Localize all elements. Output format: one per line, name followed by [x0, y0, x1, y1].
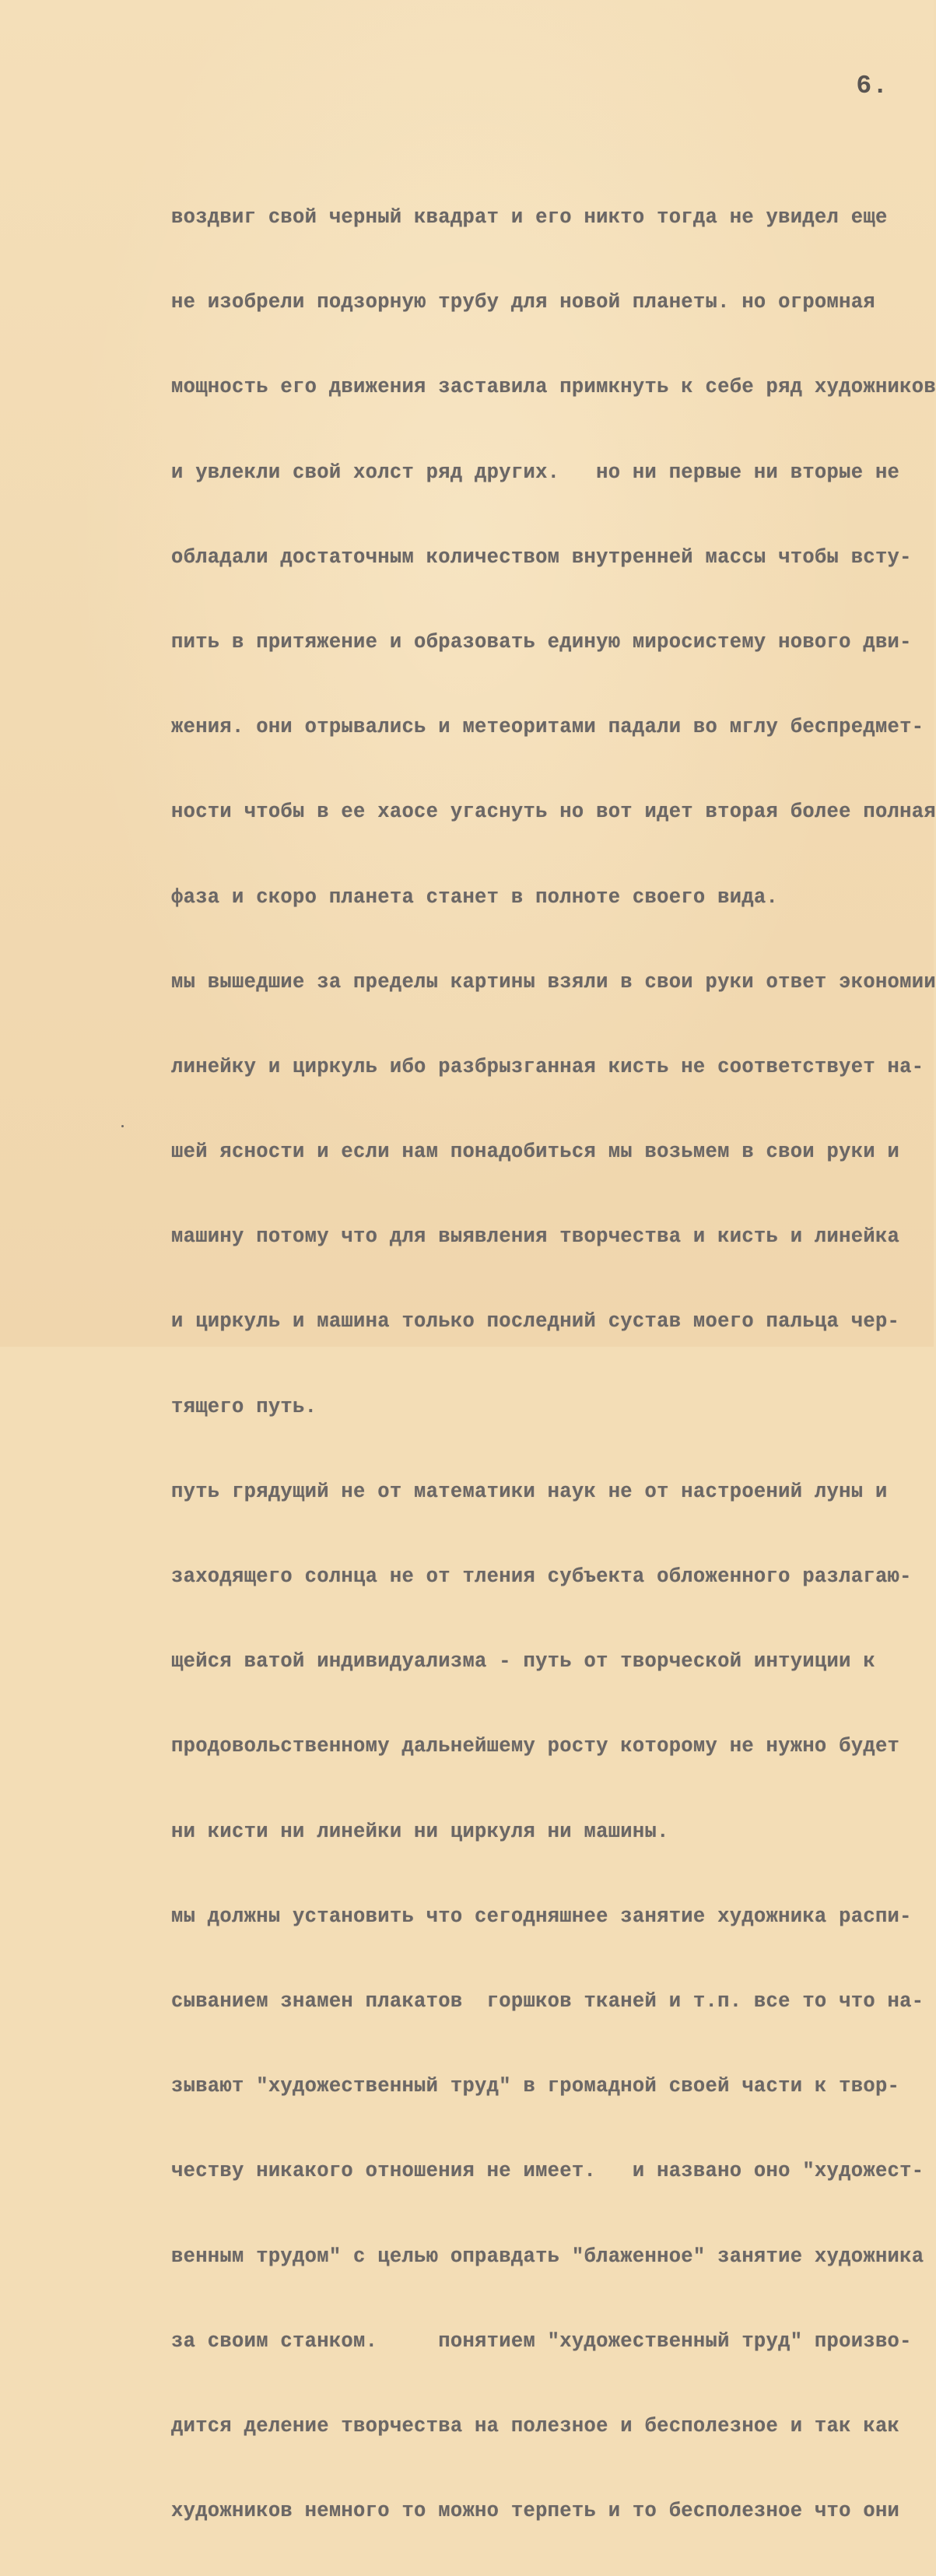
text-line: воздвиг свой черный квадрат и его никто тогда не увидел еще [171, 206, 888, 229]
text-line: честву никакого отношения не имеет. и названо оно "художест- [171, 2160, 924, 2183]
text-line: мы вышедшие за пределы картины взяли в свои руки ответ экономии [171, 970, 936, 994]
text-line: сыванием знамен плакатов горшков тканей и т.п. все то что на- [171, 1989, 924, 2013]
text-line: обладали достаточным количеством внутренней массы чтобы всту- [171, 545, 912, 569]
text-line: продовольственному дальнейшему росту которому не нужно будет [171, 1735, 900, 1758]
text-line: фаза и скоро планета станет в полноте своего вида. [171, 885, 779, 909]
text-line: зывают "художественный труд" в громадной своей части к твор- [171, 2075, 900, 2098]
text-line: пить в притяжение и образовать единую миросистему нового дви- [171, 630, 912, 654]
text-line: венным трудом" с целью оправдать "блаженное" занятие художника [171, 2245, 924, 2268]
text-line: художников немного то можно терпеть и то бесполезное что они [171, 2500, 900, 2523]
text-line: щейся ватой индивидуализма - путь от творческой интуиции к [171, 1650, 875, 1674]
text-line: и циркуль и машина только последний сустав моего пальца чер- [171, 1310, 900, 1334]
text-line: жения. они отрывались и метеоритами падали во мглу беспредмет- [171, 716, 924, 739]
text-line: и увлекли свой холст ряд других. но ни первые ни вторые не [171, 461, 900, 484]
text-line: за своим станком. понятием "художественный труд" произво- [171, 2329, 912, 2353]
text-line: заходящего солнца не от тления субъекта обложенного разлагаю- [171, 1565, 912, 1588]
text-line: тящего путь. [171, 1395, 317, 1418]
paper-speck [121, 1125, 124, 1127]
text-line: дится деление творчества на полезное и бесполезное и так как [171, 2414, 900, 2438]
text-line: шей ясности и если нам понадобиться мы возьмем в свои руки и [171, 1141, 900, 1164]
text-line: мощность его движения заставила примкнуть к себе ряд художников [171, 376, 936, 399]
text-line: путь грядущий не от математики наук не от настроений луны и [171, 1480, 888, 1503]
typewritten-text [171, 152, 934, 2576]
text-line: ни кисти ни линейки ни циркуля ни машины. [171, 1820, 669, 1843]
text-line: мы должны установить что сегодняшнее занятие художника распи- [171, 1905, 912, 1928]
text-line: не изобрели подзорную трубу для новой планеты. но огромная [171, 291, 875, 314]
text-line: машину потому что для выявления творчества и кисть и линейка [171, 1225, 900, 1249]
text-line: ности чтобы в ее хаосе угаснуть но вот идет вторая более полная [171, 801, 936, 824]
text-line: линейку и циркуль ибо разбрызганная кисть не соответствует на- [171, 1055, 924, 1078]
page-number: 6. [856, 72, 889, 100]
